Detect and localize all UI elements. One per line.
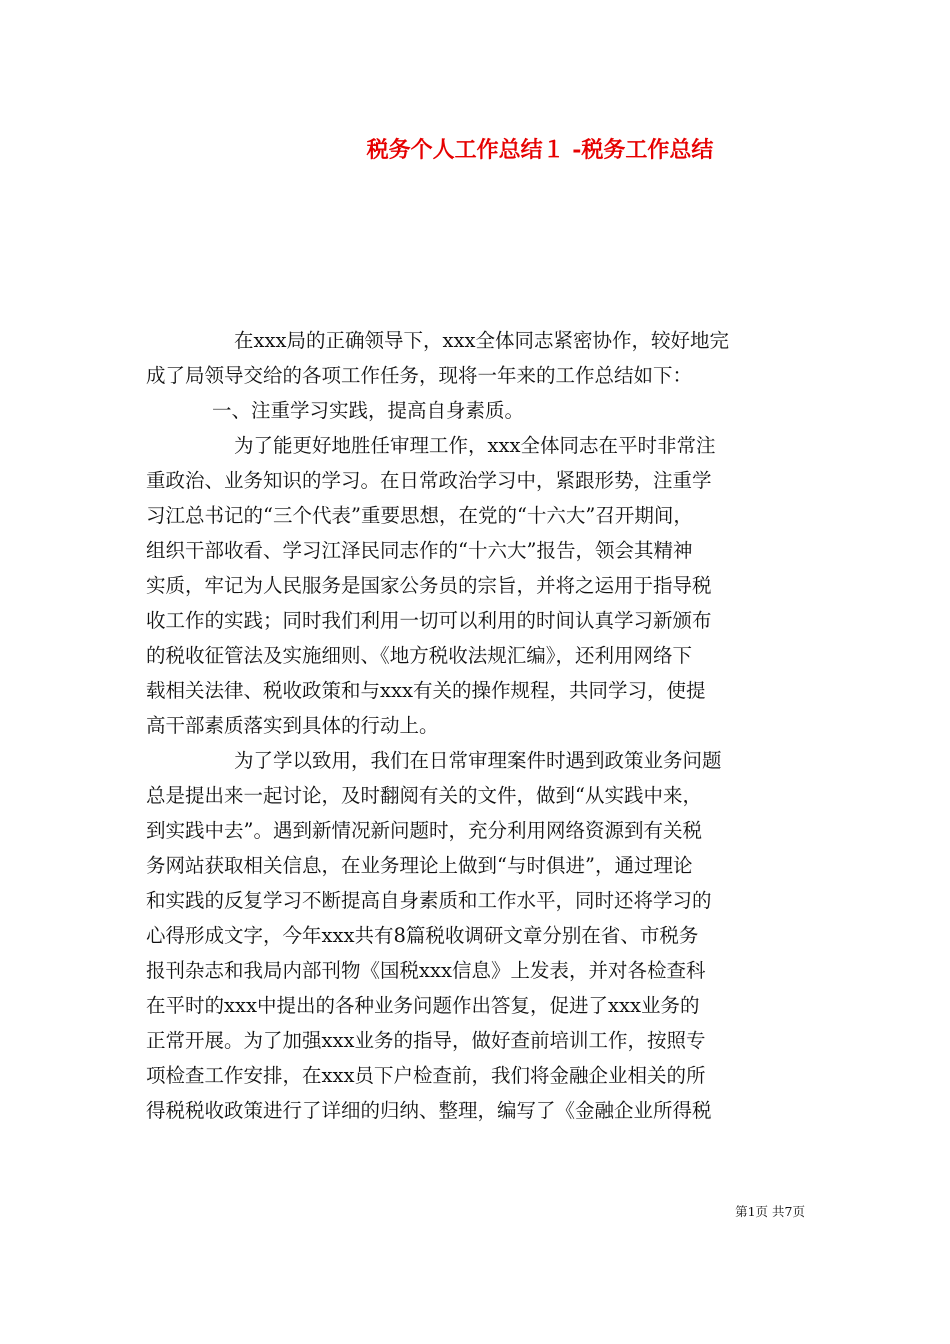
page-footer: 第1页 共7页	[735, 1204, 805, 1219]
body-line: 载相关法律、税收政策和与xxx有关的操作规程，共同学习，使提	[146, 679, 706, 702]
body-line: 得税税收政策进行了详细的归纳、整理，编写了《金融企业所得税	[146, 1099, 712, 1122]
body-line: 报刊杂志和我局内部刊物《国税xxx信息》上发表，并对各检查科	[146, 959, 706, 982]
body-line: 实质，牢记为人民服务是国家公务员的宗旨，并将之运用于指导税	[146, 574, 712, 597]
body-line: 心得形成文字，今年xxx共有8篇税收调研文章分别在省、市税务	[146, 924, 699, 947]
body-line: 高干部素质落实到具体的行动上。	[146, 714, 439, 737]
body-line: 总是提出来一起讨论，及时翻阅有关的文件，做到“从实践中来，	[146, 784, 702, 807]
body-line: 重政治、业务知识的学习。在日常政治学习中，紧跟形势，注重学	[146, 469, 712, 492]
body-line: 和实践的反复学习不断提高自身素质和工作水平，同时还将学习的	[146, 889, 712, 912]
body-line: 项检查工作安排，在xxx员下户检查前，我们将金融企业相关的所	[146, 1064, 706, 1087]
body-line: 组织干部收看、学习江泽民同志作的“十六大”报告，领会其精神	[146, 539, 693, 562]
body-line: 的税收征管法及实施细则、《地方税收法规汇编》，还利用网络下	[146, 644, 693, 667]
body-line: 为了能更好地胜任审理工作，xxx全体同志在平时非常注	[234, 434, 716, 457]
body-line: 正常开展。为了加强xxx业务的指导，做好查前培训工作，按照专	[146, 1029, 706, 1052]
document-title: 税务个人工作总结１ -税务工作总结	[366, 137, 714, 163]
body-line: 务网站获取相关信息，在业务理论上做到“与时俱进”，通过理论	[146, 854, 693, 877]
body-line: 在平时的xxx中提出的各种业务问题作出答复，促进了xxx业务的	[146, 994, 700, 1017]
body-line: 在xxx局的正确领导下，xxx全体同志紧密协作，较好地完	[234, 329, 729, 352]
body-line: 为了学以致用，我们在日常审理案件时遇到政策业务问题	[234, 749, 722, 772]
body-line: 收工作的实践；同时我们利用一切可以利用的时间认真学习新颁布	[146, 609, 712, 632]
body-line: 习江总书记的“三个代表”重要思想，在党的“十六大”召开期间，	[146, 504, 693, 527]
body-line: 到实践中去”。遇到新情况新问题时，充分利用网络资源到有关税	[146, 819, 702, 842]
document-body	[146, 323, 806, 1128]
body-line: 一、注重学习实践，提高自身素质。	[212, 399, 525, 422]
body-line: 成了局领导交给的各项工作任务，现将一年来的工作总结如下：	[146, 364, 693, 387]
